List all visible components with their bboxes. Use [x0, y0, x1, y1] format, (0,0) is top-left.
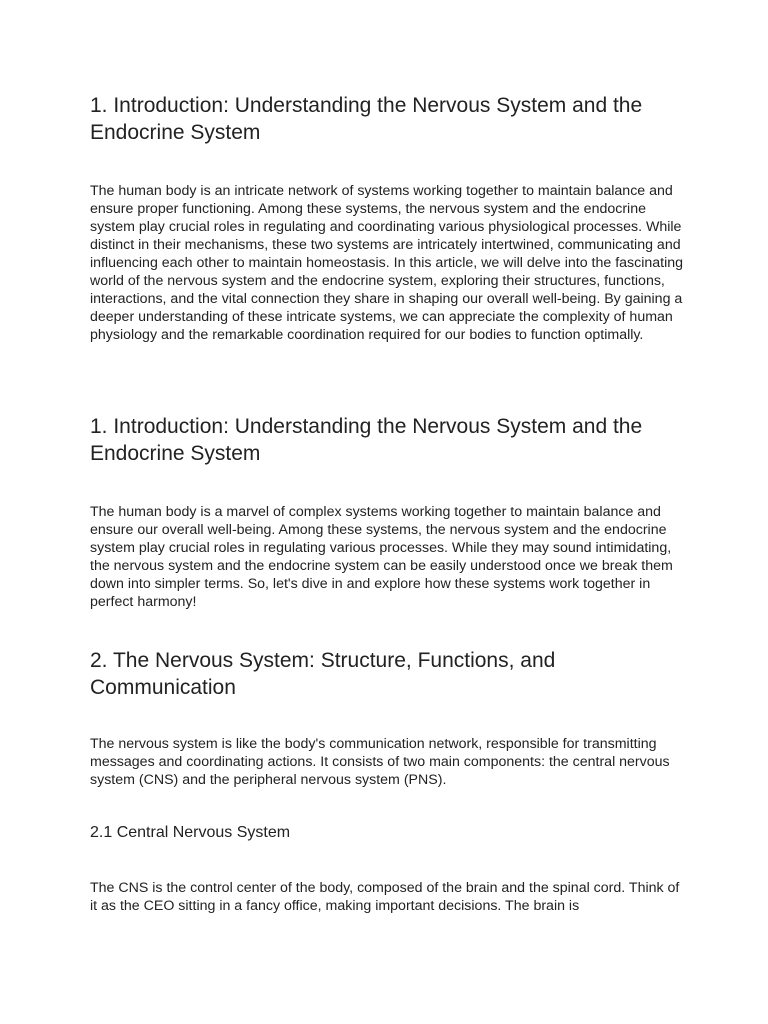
section-body-intro-repeat: The human body is a marvel of complex systems working together to maintain balance and ensure our overall well-being. Among these systems, the nervous system and the endocrine system play crucial roles in regulating various processes. While they may sound intimidating, the nervous system and the endocrine system can be easily understood once we break them down into simpler terms. So, let's dive in and explore how these systems work together in perfect harmony! — [90, 504, 673, 610]
section-body-intro: The human body is an intricate network of systems working together to maintain balance and ensure proper functioning. Among these systems, the nervous system and the endocrine system play crucial roles in regulating and coordinating various physiological processes. While distinct in their mechanisms, these two systems are intricately intertwined, communicating and influencing each other to maintain homeostasis. In this article, we will delve into the fascinating world of the nervous system and the endocrine system, exploring their structures, functions, interactions, and the vital connection they share in shaping our overall well-being. By gaining a deeper understanding of these intricate systems, we can appreciate the complexity of human physiology and the remarkable coordination required for our bodies to function optimally. — [90, 183, 684, 343]
subsection-heading-cns: 2.1 Central Nervous System — [90, 824, 291, 841]
section-heading-nervous-system: 2. The Nervous System: Structure, Functions, and Communication — [90, 649, 556, 699]
subsection-body-cns: The CNS is the control center of the body, composed of the brain and the spinal cord. Think of it as the CEO sitting in a fancy office, making important decisions. The brain is — [90, 880, 680, 914]
section-heading-intro-repeat: 1. Introduction: Understanding the Nervous System and the Endocrine System — [90, 415, 643, 465]
section-body-nervous-system: The nervous system is like the body's communication network, responsible for transmitting messages and coordinating actions. It consists of two main components: the central nervous system (CNS) and the peripheral nervous system (PNS). — [90, 736, 670, 788]
section-heading-intro: 1. Introduction: Understanding the Nervous System and the Endocrine System — [90, 94, 643, 144]
